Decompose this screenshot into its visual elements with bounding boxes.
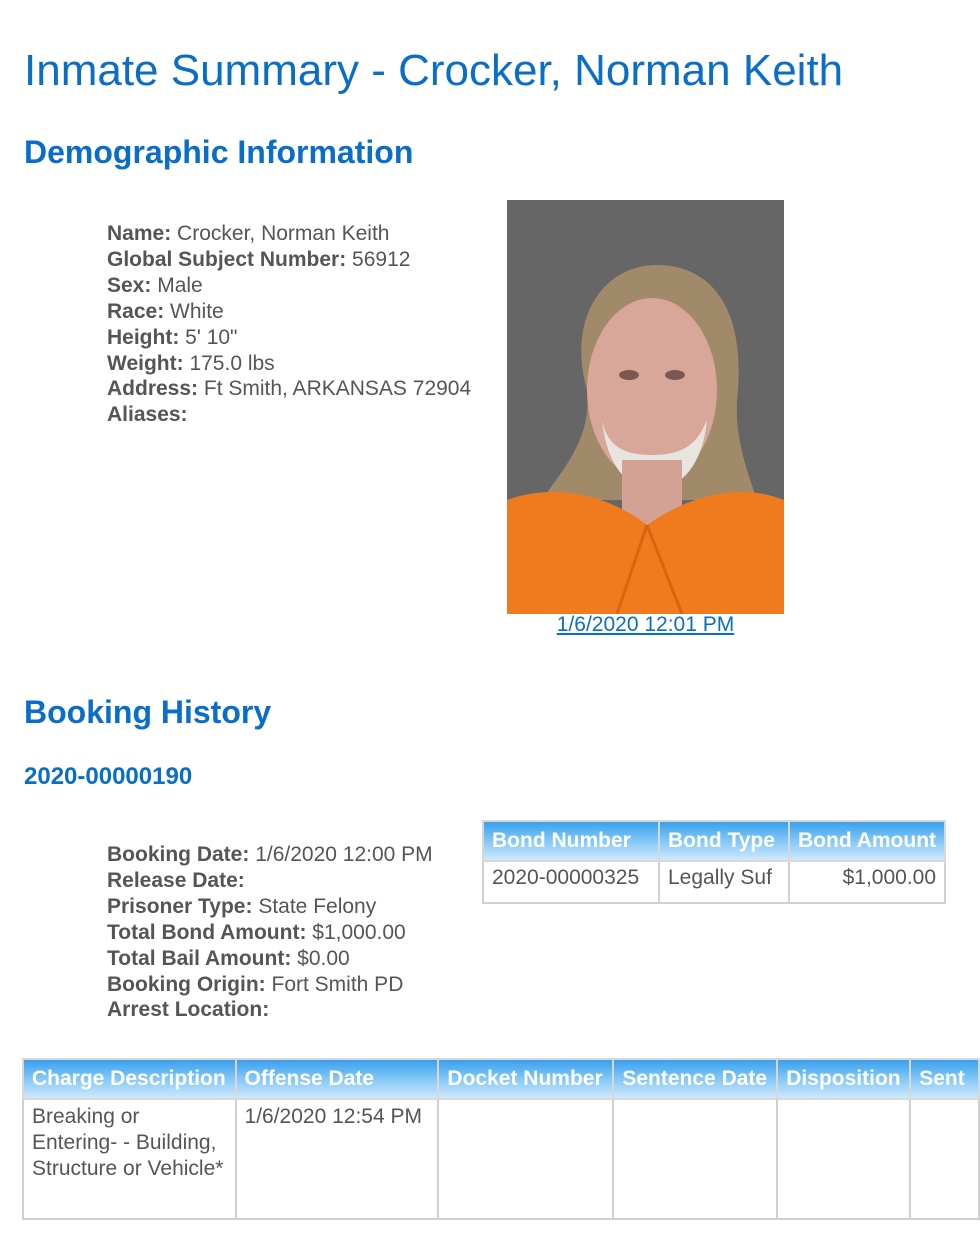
- mugshot-image: [507, 200, 784, 614]
- bond-number-cell: 2020-00000325: [483, 861, 659, 903]
- demographic-fields: [107, 221, 471, 428]
- sentence-cell: [910, 1099, 979, 1219]
- charge-description-cell: Breaking or Entering- - Building, Structure or Vehicle*: [23, 1099, 236, 1219]
- page-title: Inmate Summary - Crocker, Norman Keith: [24, 46, 844, 95]
- table-row: [23, 1099, 979, 1219]
- booking-fields: [107, 842, 433, 1023]
- bond-number-header: Bond Number: [483, 821, 659, 861]
- field-arrest-location: Arrest Location:: [107, 998, 270, 1022]
- disposition-cell: [777, 1099, 910, 1219]
- bond-table-header-row: [483, 821, 945, 861]
- field-booking-origin: Booking Origin: Fort Smith PD: [107, 972, 404, 996]
- field-height: Height: 5' 10": [107, 325, 238, 349]
- field-total-bond-amount: Total Bond Amount: $1,000.00: [107, 920, 406, 944]
- booking-number-heading: 2020-00000190: [24, 763, 193, 790]
- docket-number-header: Docket Number: [438, 1059, 613, 1099]
- sentence-header: Sent: [910, 1059, 979, 1099]
- mugshot-photo[interactable]: [507, 200, 784, 614]
- bond-type-cell: Legally Suf: [659, 861, 789, 903]
- field-weight: Weight: 175.0 lbs: [107, 351, 275, 375]
- bond-amount-cell: $1,000.00: [789, 861, 945, 903]
- table-row: [483, 861, 945, 903]
- sentence-date-cell: [613, 1099, 777, 1219]
- offense-date-cell: 1/6/2020 12:54 PM: [236, 1099, 439, 1219]
- field-name: Name: Crocker, Norman Keith: [107, 222, 390, 245]
- field-global-subject-number: Global Subject Number: 56912: [107, 247, 411, 271]
- booking-history-heading: Booking History: [24, 694, 272, 730]
- bond-table: [482, 820, 946, 904]
- photo-date-link[interactable]: 1/6/2020 12:01 PM: [556, 613, 735, 636]
- field-release-date: Release Date:: [107, 868, 245, 892]
- offense-date-header: Offense Date: [236, 1059, 439, 1099]
- disposition-header: Disposition: [777, 1059, 910, 1099]
- field-race: Race: White: [107, 299, 224, 323]
- field-address: Address: Ft Smith, ARKANSAS 72904: [107, 377, 472, 401]
- field-aliases: Aliases:: [107, 403, 188, 427]
- sentence-date-header: Sentence Date: [613, 1059, 777, 1099]
- field-total-bail-amount: Total Bail Amount: $0.00: [107, 946, 350, 970]
- docket-number-cell: [438, 1099, 613, 1219]
- field-prisoner-type: Prisoner Type: State Felony: [107, 894, 377, 918]
- field-sex: Sex: Male: [107, 273, 203, 297]
- bond-amount-header: Bond Amount: [789, 821, 945, 861]
- bond-type-header: Bond Type: [659, 821, 789, 861]
- field-booking-date: Booking Date: 1/6/2020 12:00 PM: [107, 843, 433, 866]
- charge-table-header-row: [23, 1059, 979, 1099]
- demographic-heading: Demographic Information: [24, 134, 414, 170]
- charge-description-header: Charge Description: [23, 1059, 236, 1099]
- charge-table: [22, 1058, 980, 1220]
